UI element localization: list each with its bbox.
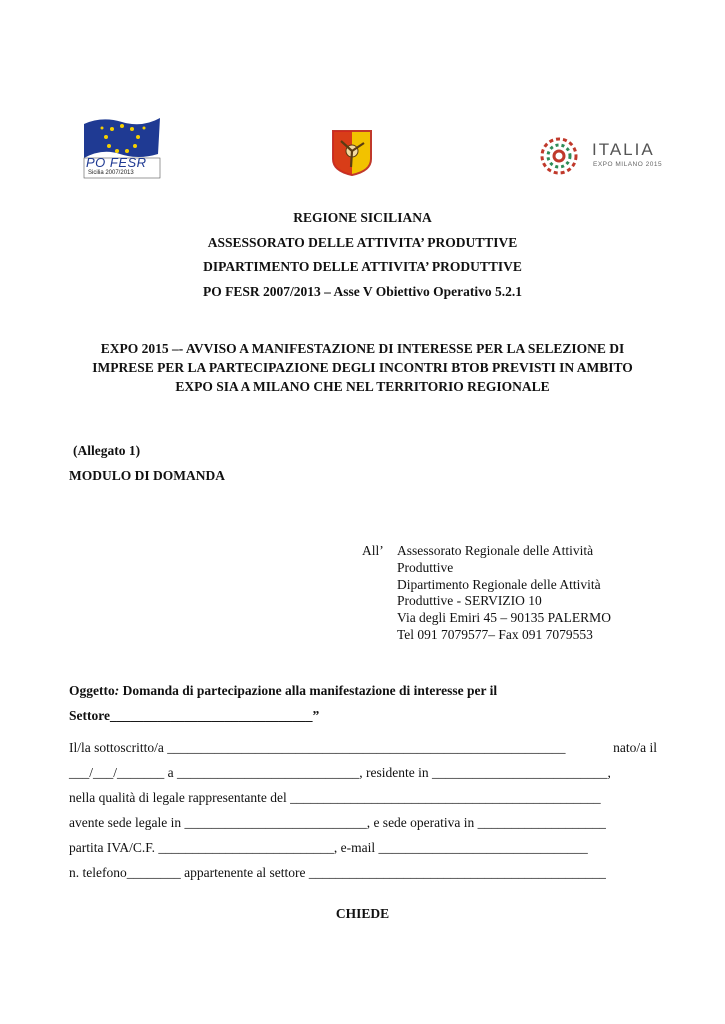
subject-label: Oggetto bbox=[69, 683, 115, 698]
recipient-line-6: Tel 091 7079577– Fax 091 7079553 bbox=[397, 627, 593, 642]
recipient-line-1: Assessorato Regionale delle Attività bbox=[397, 543, 594, 558]
chiede-heading: CHIEDE bbox=[335, 906, 390, 921]
form-row-phone-sector[interactable]: n. telefono________ appartenente al settore ____________________________________________ bbox=[69, 865, 606, 880]
name-field[interactable]: Il/la sottoscritto/a ___________________________________________________________ bbox=[69, 740, 566, 755]
sector-label: Settore bbox=[69, 708, 110, 723]
sector-field[interactable]: ______________________________ bbox=[109, 708, 313, 723]
header-po-fesr: PO FESR 2007/2013 – Asse V Obiettivo Operativo 5.2.1 bbox=[202, 284, 522, 299]
header-dipartimento: DIPARTIMENTO DELLE ATTIVITA’ PRODUTTIVE bbox=[203, 259, 522, 274]
recipient-line-4: Produttive - SERVIZIO 10 bbox=[397, 593, 542, 608]
po-fesr-subtext: Sicilia 2007/2013 bbox=[88, 170, 134, 176]
recipient-line-2: Produttive bbox=[397, 560, 454, 575]
notice-line-1: EXPO 2015 –- AVVISO A MANIFESTAZIONE DI INTERESSE PER LA SELEZIONE DI bbox=[100, 341, 625, 356]
form-title: MODULO DI DOMANDA bbox=[69, 468, 225, 483]
recipient-line-5: Via degli Emiri 45 – 90135 PALERMO bbox=[397, 610, 611, 625]
subject-line bbox=[69, 683, 497, 699]
subject-colon: : bbox=[114, 683, 123, 698]
expo-logo-title: ITALIA bbox=[592, 140, 655, 159]
po-fesr-text: PO FESR bbox=[86, 155, 147, 170]
form-row-birth-residence[interactable]: ___/___/_______ a ___________________________, residente in __________________________, bbox=[69, 765, 611, 780]
sector-quote: ” bbox=[312, 708, 320, 723]
trinacria-shield-icon bbox=[331, 129, 373, 177]
sicily-seal-logo bbox=[331, 129, 373, 177]
attachment-label: (Allegato 1) bbox=[73, 443, 141, 458]
recipient-prefix: All’ bbox=[362, 543, 384, 558]
form-row-name[interactable] bbox=[69, 740, 657, 756]
subject-text: Domanda di partecipazione alla manifestazione di interesse per il bbox=[122, 683, 498, 698]
subject-sector-line bbox=[69, 708, 319, 724]
notice-line-2: IMPRESE PER LA PARTECIPAZIONE DEGLI INCONTRI BTOB PREVISTI IN AMBITO bbox=[92, 360, 633, 375]
expo-rosette-icon bbox=[534, 134, 584, 178]
header-assessorato: ASSESSORATO DELLE ATTIVITA’ PRODUTTIVE bbox=[207, 235, 518, 250]
recipient-line-3: Dipartimento Regionale delle Attività bbox=[397, 577, 601, 592]
notice-line-3: EXPO SIA A MILANO CHE NEL TERRITORIO REGIONALE bbox=[175, 379, 550, 394]
po-fesr-logo bbox=[82, 114, 162, 180]
header-region: REGIONE SICILIANA bbox=[293, 210, 432, 225]
form-row-vat-email[interactable]: partita IVA/C.F. __________________________, e-mail _______________________________ bbox=[69, 840, 588, 855]
expo-milano-logo bbox=[534, 134, 664, 178]
birth-label: nato/a il bbox=[613, 740, 657, 755]
expo-logo-subtitle: EXPO MILANO 2015 bbox=[593, 161, 663, 168]
form-row-seat[interactable]: avente sede legale in ___________________________, e sede operativa in ___________________ bbox=[69, 815, 606, 830]
form-row-legal-rep[interactable]: nella qualità di legale rappresentante del ______________________________________________ bbox=[69, 790, 601, 805]
